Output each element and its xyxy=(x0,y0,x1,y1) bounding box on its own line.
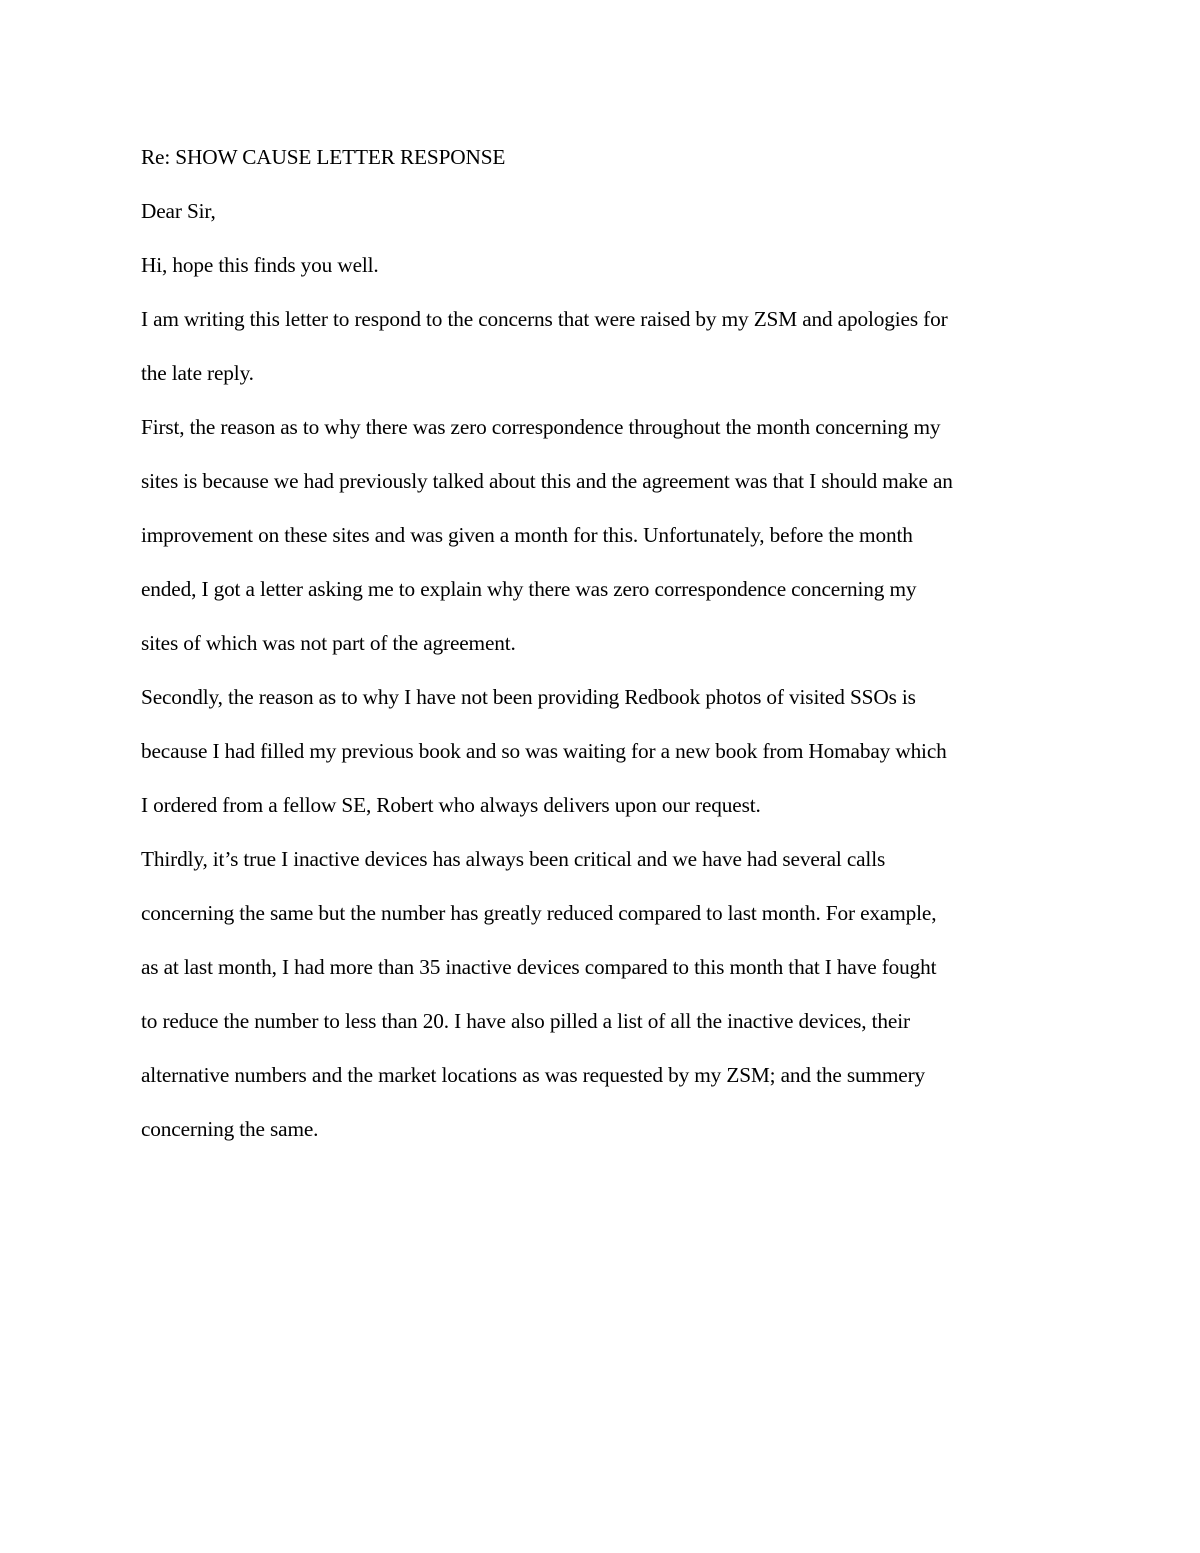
body-line: because I had filled my previous book and so was waiting for a new book from Homabay which xyxy=(141,739,947,763)
body-line: Secondly, the reason as to why I have not been providing Redbook photos of visited SSOs is xyxy=(141,685,916,709)
body-line: sites is because we had previously talked about this and the agreement was that I should make an xyxy=(141,469,953,493)
body-line: ended, I got a letter asking me to explain why there was zero correspondence concerning my xyxy=(141,577,917,601)
body-line: to reduce the number to less than 20. I have also pilled a list of all the inactive devices, their xyxy=(141,1009,910,1033)
body-line: alternative numbers and the market locations as was requested by my ZSM; and the summery xyxy=(141,1063,926,1087)
body-line: Thirdly, it’s true I inactive devices has always been critical and we have had several calls xyxy=(141,847,886,871)
body-line: concerning the same but the number has greatly reduced compared to last month. For example, xyxy=(141,901,937,925)
body-line: the late reply. xyxy=(141,361,254,385)
body-line: I am writing this letter to respond to the concerns that were raised by my ZSM and apologies for xyxy=(141,307,948,331)
body-line: concerning the same. xyxy=(141,1117,319,1141)
body-line: improvement on these sites and was given a month for this. Unfortunately, before the month xyxy=(141,523,913,547)
greeting: Hi, hope this finds you well. xyxy=(141,253,379,277)
subject-line: Re: SHOW CAUSE LETTER RESPONSE xyxy=(141,145,506,169)
body-line: as at last month, I had more than 35 inactive devices compared to this month that I have fought xyxy=(141,955,937,979)
body-line: sites of which was not part of the agreement. xyxy=(141,631,516,655)
body-line: First, the reason as to why there was zero correspondence throughout the month concerning my xyxy=(141,415,941,439)
salutation: Dear Sir, xyxy=(141,199,216,223)
body-line: I ordered from a fellow SE, Robert who always delivers upon our request. xyxy=(141,793,761,817)
